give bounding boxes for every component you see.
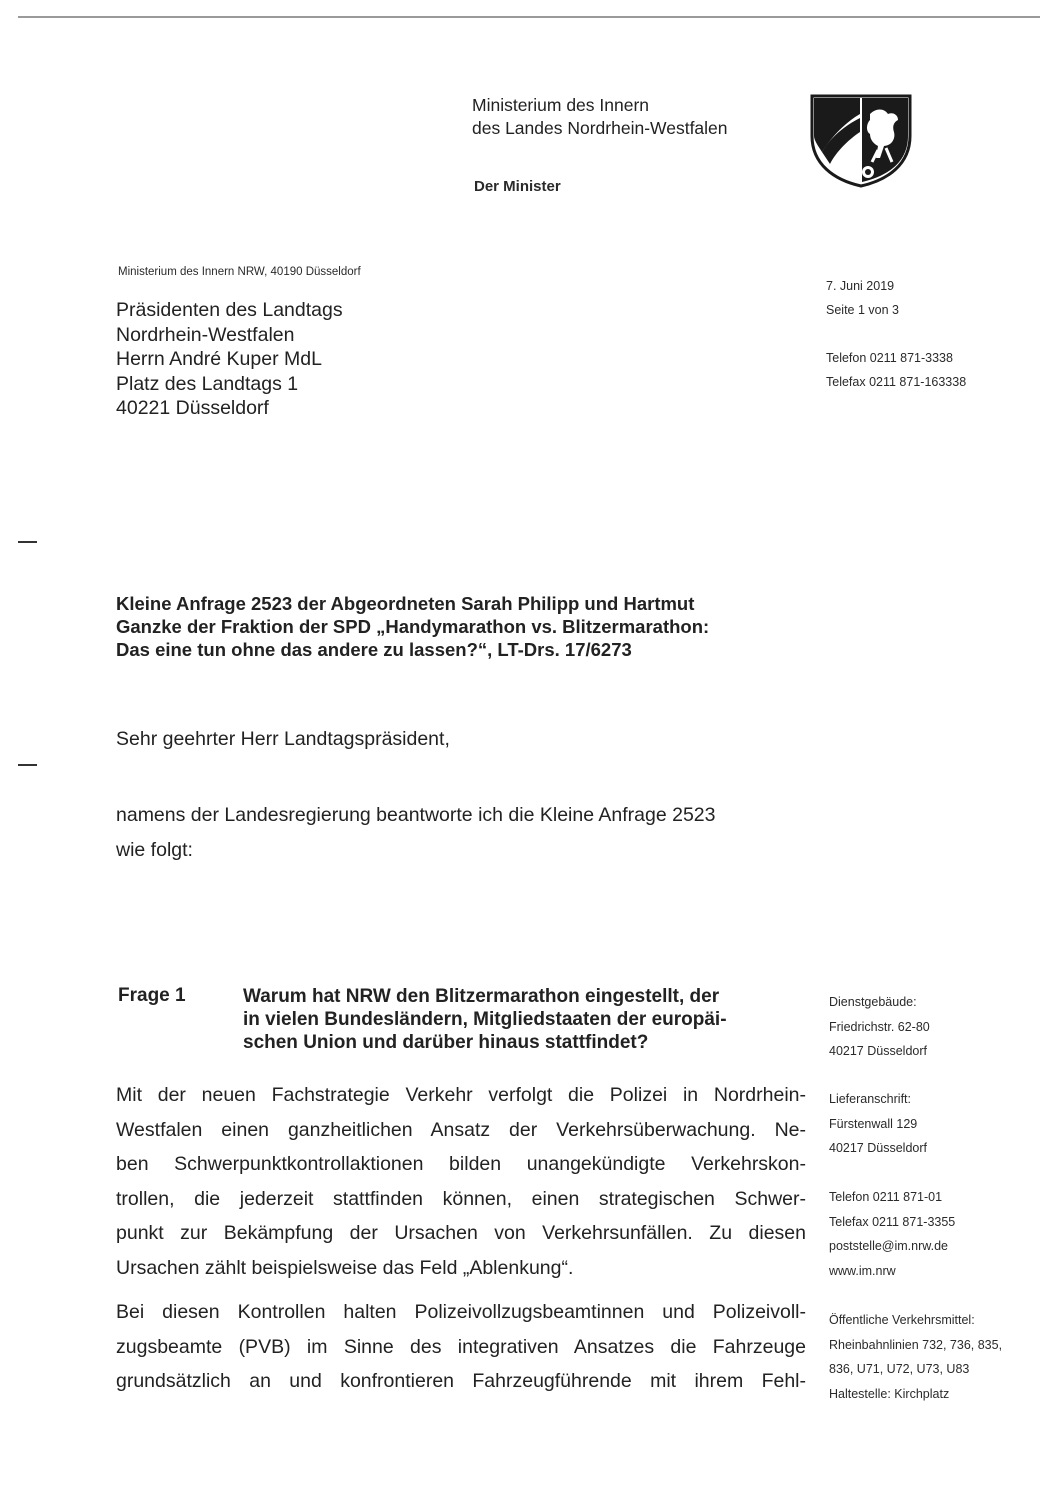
public-transport (829, 1308, 1002, 1406)
question-label: Frage 1 (118, 985, 186, 1006)
delivery-address (829, 1087, 927, 1161)
answer-line: Ursachen zählt beispielsweise das Feld „Ablenkung“. (116, 1256, 574, 1279)
subject-line: Kleine Anfrage 2523 der Abgeordneten Sarah Philipp und Hartmut (116, 593, 695, 614)
answer-line: zugsbeamte (PVB) im Sinne des integrativen Ansatzes die Fahrzeuge (116, 1335, 806, 1358)
recipient-address (116, 298, 343, 421)
sidebar-line: 836, U71, U72, U73, U83 (829, 1362, 970, 1376)
sidebar-line: Telefon 0211 871-01 (829, 1190, 943, 1204)
minister-label: Der Minister (474, 178, 561, 195)
ministry-line-2: des Landes Nordrhein-Westfalen (472, 118, 728, 138)
subject-line: Das eine tun ohne das andere zu lassen?“, LT-Drs. 17/6273 (116, 639, 632, 660)
nrw-coat-of-arms-icon (808, 92, 914, 188)
letter-date: 7. Juni 2019 (826, 279, 895, 293)
recipient-line: Platz des Landtags 1 (116, 372, 299, 395)
subject-heading (116, 592, 816, 661)
question-text (243, 985, 803, 1054)
answer-paragraph-1 (116, 1078, 806, 1285)
intro-line: wie folgt: (116, 839, 193, 861)
intro-line: namens der Landesregierung beantworte ich die Kleine Anfrage 2523 (116, 804, 716, 826)
website: www.im.nrw (829, 1263, 896, 1278)
sidebar-line: Lieferanschrift: (829, 1092, 911, 1106)
recipient-line: Nordrhein-Westfalen (116, 323, 295, 346)
question-line: schen Union und darüber hinaus stattfindet? (243, 1032, 649, 1053)
ministry-name (472, 94, 728, 140)
answer-paragraph-2 (116, 1295, 806, 1399)
question-line: Warum hat NRW den Blitzermarathon eingestellt, der (243, 986, 720, 1007)
phone-number: Telefon 0211 871-3338 (826, 351, 953, 365)
recipient-line: Herrn André Kuper MdL (116, 348, 322, 370)
answer-line: Westfalen einen ganzheitlichen Ansatz der Verkehrsüberwachung. Ne- (116, 1118, 806, 1141)
contact-numbers (826, 346, 966, 394)
salutation: Sehr geehrter Herr Landtagspräsident, (116, 728, 450, 750)
answer-line: ben Schwerpunktkontrollaktionen bilden unangekündigte Verkehrskon- (116, 1153, 806, 1175)
fax-number: Telefax 0211 871-163338 (826, 375, 967, 389)
sidebar-line: 40217 Düsseldorf (829, 1141, 927, 1155)
answer-line: grundsätzlich an und konfrontieren Fahrzeugführende mit ihrem Fehl- (116, 1370, 806, 1392)
sidebar-line: Friedrichstr. 62-80 (829, 1019, 930, 1034)
subject-line: Ganzke der Fraktion der SPD „Handymarathon vs. Blitzermarathon: (116, 616, 710, 637)
sidebar-line: Fürstenwall 129 (829, 1116, 918, 1131)
ministry-line-1: Ministerium des Innern (472, 95, 650, 115)
answer-line: punkt zur Bekämpfung der Ursachen von Verkehrsunfällen. Zu diesen (116, 1222, 806, 1244)
sidebar-line: Dienstgebäude: (829, 995, 917, 1009)
sidebar-line: Rheinbahnlinien 732, 736, 835, (829, 1337, 1003, 1352)
top-rule (18, 16, 1040, 18)
answer-line: Bei diesen Kontrollen halten Polizeivollzugsbeamtinnen und Polizeivoll- (116, 1301, 806, 1323)
answer-line: Mit der neuen Fachstrategie Verkehr verfolgt die Polizei in Nordrhein- (116, 1084, 806, 1106)
sidebar-line: Öffentliche Verkehrsmittel: (829, 1313, 975, 1327)
punch-mark (18, 764, 37, 766)
general-contact (829, 1185, 955, 1283)
question-line: in vielen Bundesländern, Mitgliedstaaten der europäi- (243, 1009, 727, 1030)
sidebar-line: 40217 Düsseldorf (829, 1044, 927, 1058)
answer-line: trollen, die jederzeit stattfinden können, einen strategischen Schwer- (116, 1187, 806, 1210)
sender-line: Ministerium des Innern NRW, 40190 Düsseldorf (118, 266, 361, 278)
fold-mark (18, 541, 37, 543)
office-address (829, 990, 930, 1064)
page-number: Seite 1 von 3 (826, 303, 899, 317)
intro-paragraph (116, 798, 806, 868)
date-block (826, 274, 899, 322)
recipient-line: 40221 Düsseldorf (116, 397, 269, 419)
sidebar-line: Haltestelle: Kirchplatz (829, 1386, 950, 1401)
email-address: poststelle@im.nrw.de (829, 1239, 948, 1253)
recipient-line: Präsidenten des Landtags (116, 299, 343, 321)
sidebar-line: Telefax 0211 871-3355 (829, 1214, 956, 1229)
